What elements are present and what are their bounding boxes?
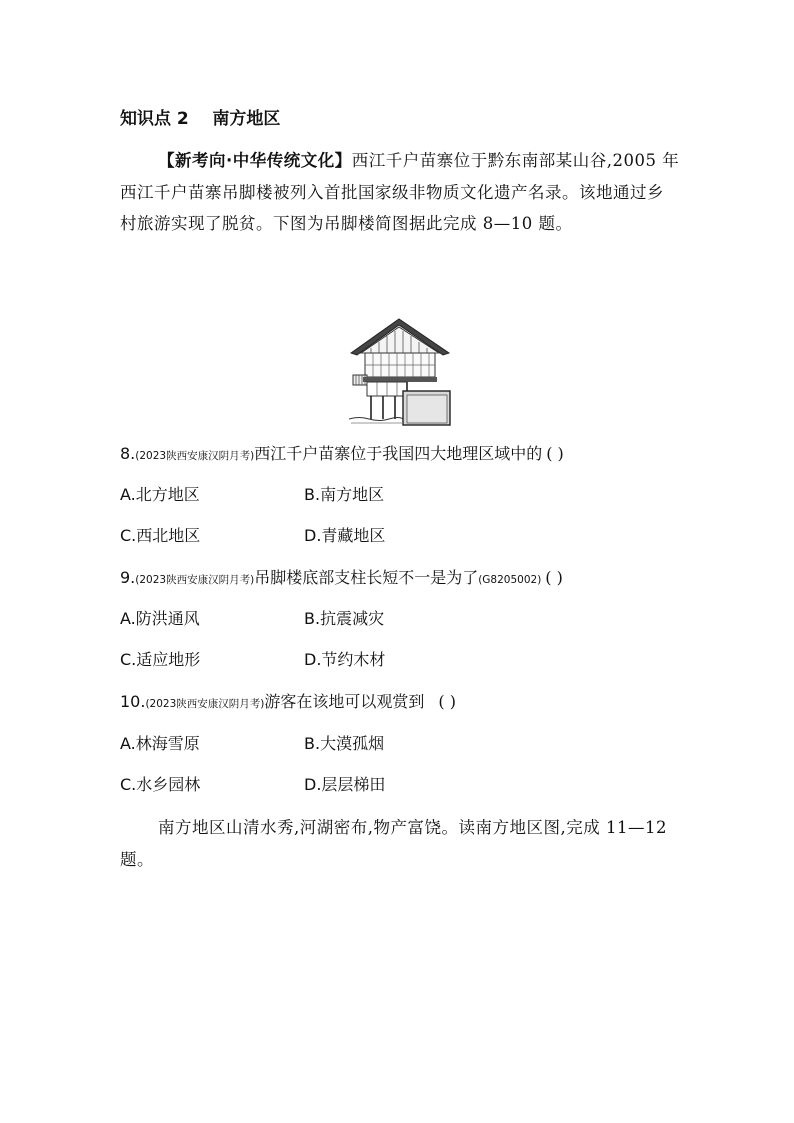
answer-blank: ( ): [546, 444, 564, 463]
option-text: 水乡园林: [136, 775, 201, 794]
option-10-c: [120, 772, 200, 795]
option-9-a: [120, 606, 200, 629]
option-letter: B.: [304, 734, 321, 753]
option-8-b: [304, 482, 384, 505]
option-8-c: [120, 523, 200, 546]
question-10: [120, 689, 456, 712]
answer-blank: ( ): [545, 568, 563, 587]
option-text: 北方地区: [135, 485, 200, 504]
option-text: 南方地区: [320, 485, 385, 504]
option-letter: D.: [304, 650, 322, 669]
question-number: 8.: [120, 444, 136, 463]
option-letter: C.: [120, 650, 137, 669]
option-letter: A.: [120, 609, 136, 628]
stilt-house-figure: [349, 315, 451, 427]
option-text: 大漠孤烟: [320, 734, 385, 753]
section-title: 知识点 2 南方地区: [120, 109, 281, 129]
stilt-house-illustration: [349, 315, 451, 427]
question-number: 10.: [120, 692, 146, 711]
option-text: 西北地区: [136, 526, 201, 545]
option-9-c: [120, 647, 200, 670]
option-letter: D.: [304, 526, 322, 545]
option-10-a: [120, 731, 200, 754]
option-10-d: [304, 772, 385, 795]
option-text: 抗震减灾: [320, 609, 385, 628]
question-source: (2023陕西安康汉阴月考): [135, 574, 255, 586]
option-letter: A.: [120, 734, 136, 753]
option-9-d: [304, 647, 385, 670]
option-letter: A.: [120, 485, 136, 504]
option-letter: B.: [304, 609, 321, 628]
question-source: (2023陕西安康汉阴月考): [145, 698, 265, 710]
option-9-b: [304, 606, 384, 629]
question-code: (G8205002): [478, 574, 542, 586]
region-intro-paragraph: [120, 812, 680, 875]
question-stem: 游客在该地可以观赏到: [264, 692, 425, 711]
option-letter: C.: [120, 526, 137, 545]
question-8: [120, 441, 564, 464]
option-8-a: [120, 482, 200, 505]
answer-blank: ( ): [438, 692, 456, 711]
option-text: 林海雪原: [135, 734, 200, 753]
option-letter: C.: [120, 775, 137, 794]
region-intro-text: 南方地区山清水秀,河湖密布,物产富饶。读南方地区图,完成 11—12 题。: [120, 818, 667, 869]
option-letter: D.: [304, 775, 322, 794]
intro-text: 西江千户苗寨位于黔东南部某山谷,2005 年西江千户苗寨吊脚楼被列入首批国家级非物质文化遗产名录。该地通过乡村旅游实现了脱贫。下图为吊脚楼简图据此完成 8—10 题。: [120, 151, 680, 233]
intro-paragraph: [120, 145, 680, 240]
question-9: [120, 565, 563, 588]
question-source: (2023陕西安康汉阴月考): [135, 450, 255, 462]
option-text: 层层梯田: [321, 775, 386, 794]
option-letter: B.: [304, 485, 321, 504]
option-text: 青藏地区: [321, 526, 386, 545]
option-text: 节约木材: [321, 650, 386, 669]
option-10-b: [304, 731, 384, 754]
question-stem: 吊脚楼底部支柱长短不一是为了: [254, 568, 479, 587]
option-text: 适应地形: [136, 650, 201, 669]
option-8-d: [304, 523, 385, 546]
intro-tag: 【新考向·中华传统文化】: [158, 151, 352, 170]
question-stem: 西江千户苗寨位于我国四大地理区域中的: [254, 444, 543, 463]
option-text: 防洪通风: [135, 609, 200, 628]
question-number: 9.: [120, 568, 136, 587]
